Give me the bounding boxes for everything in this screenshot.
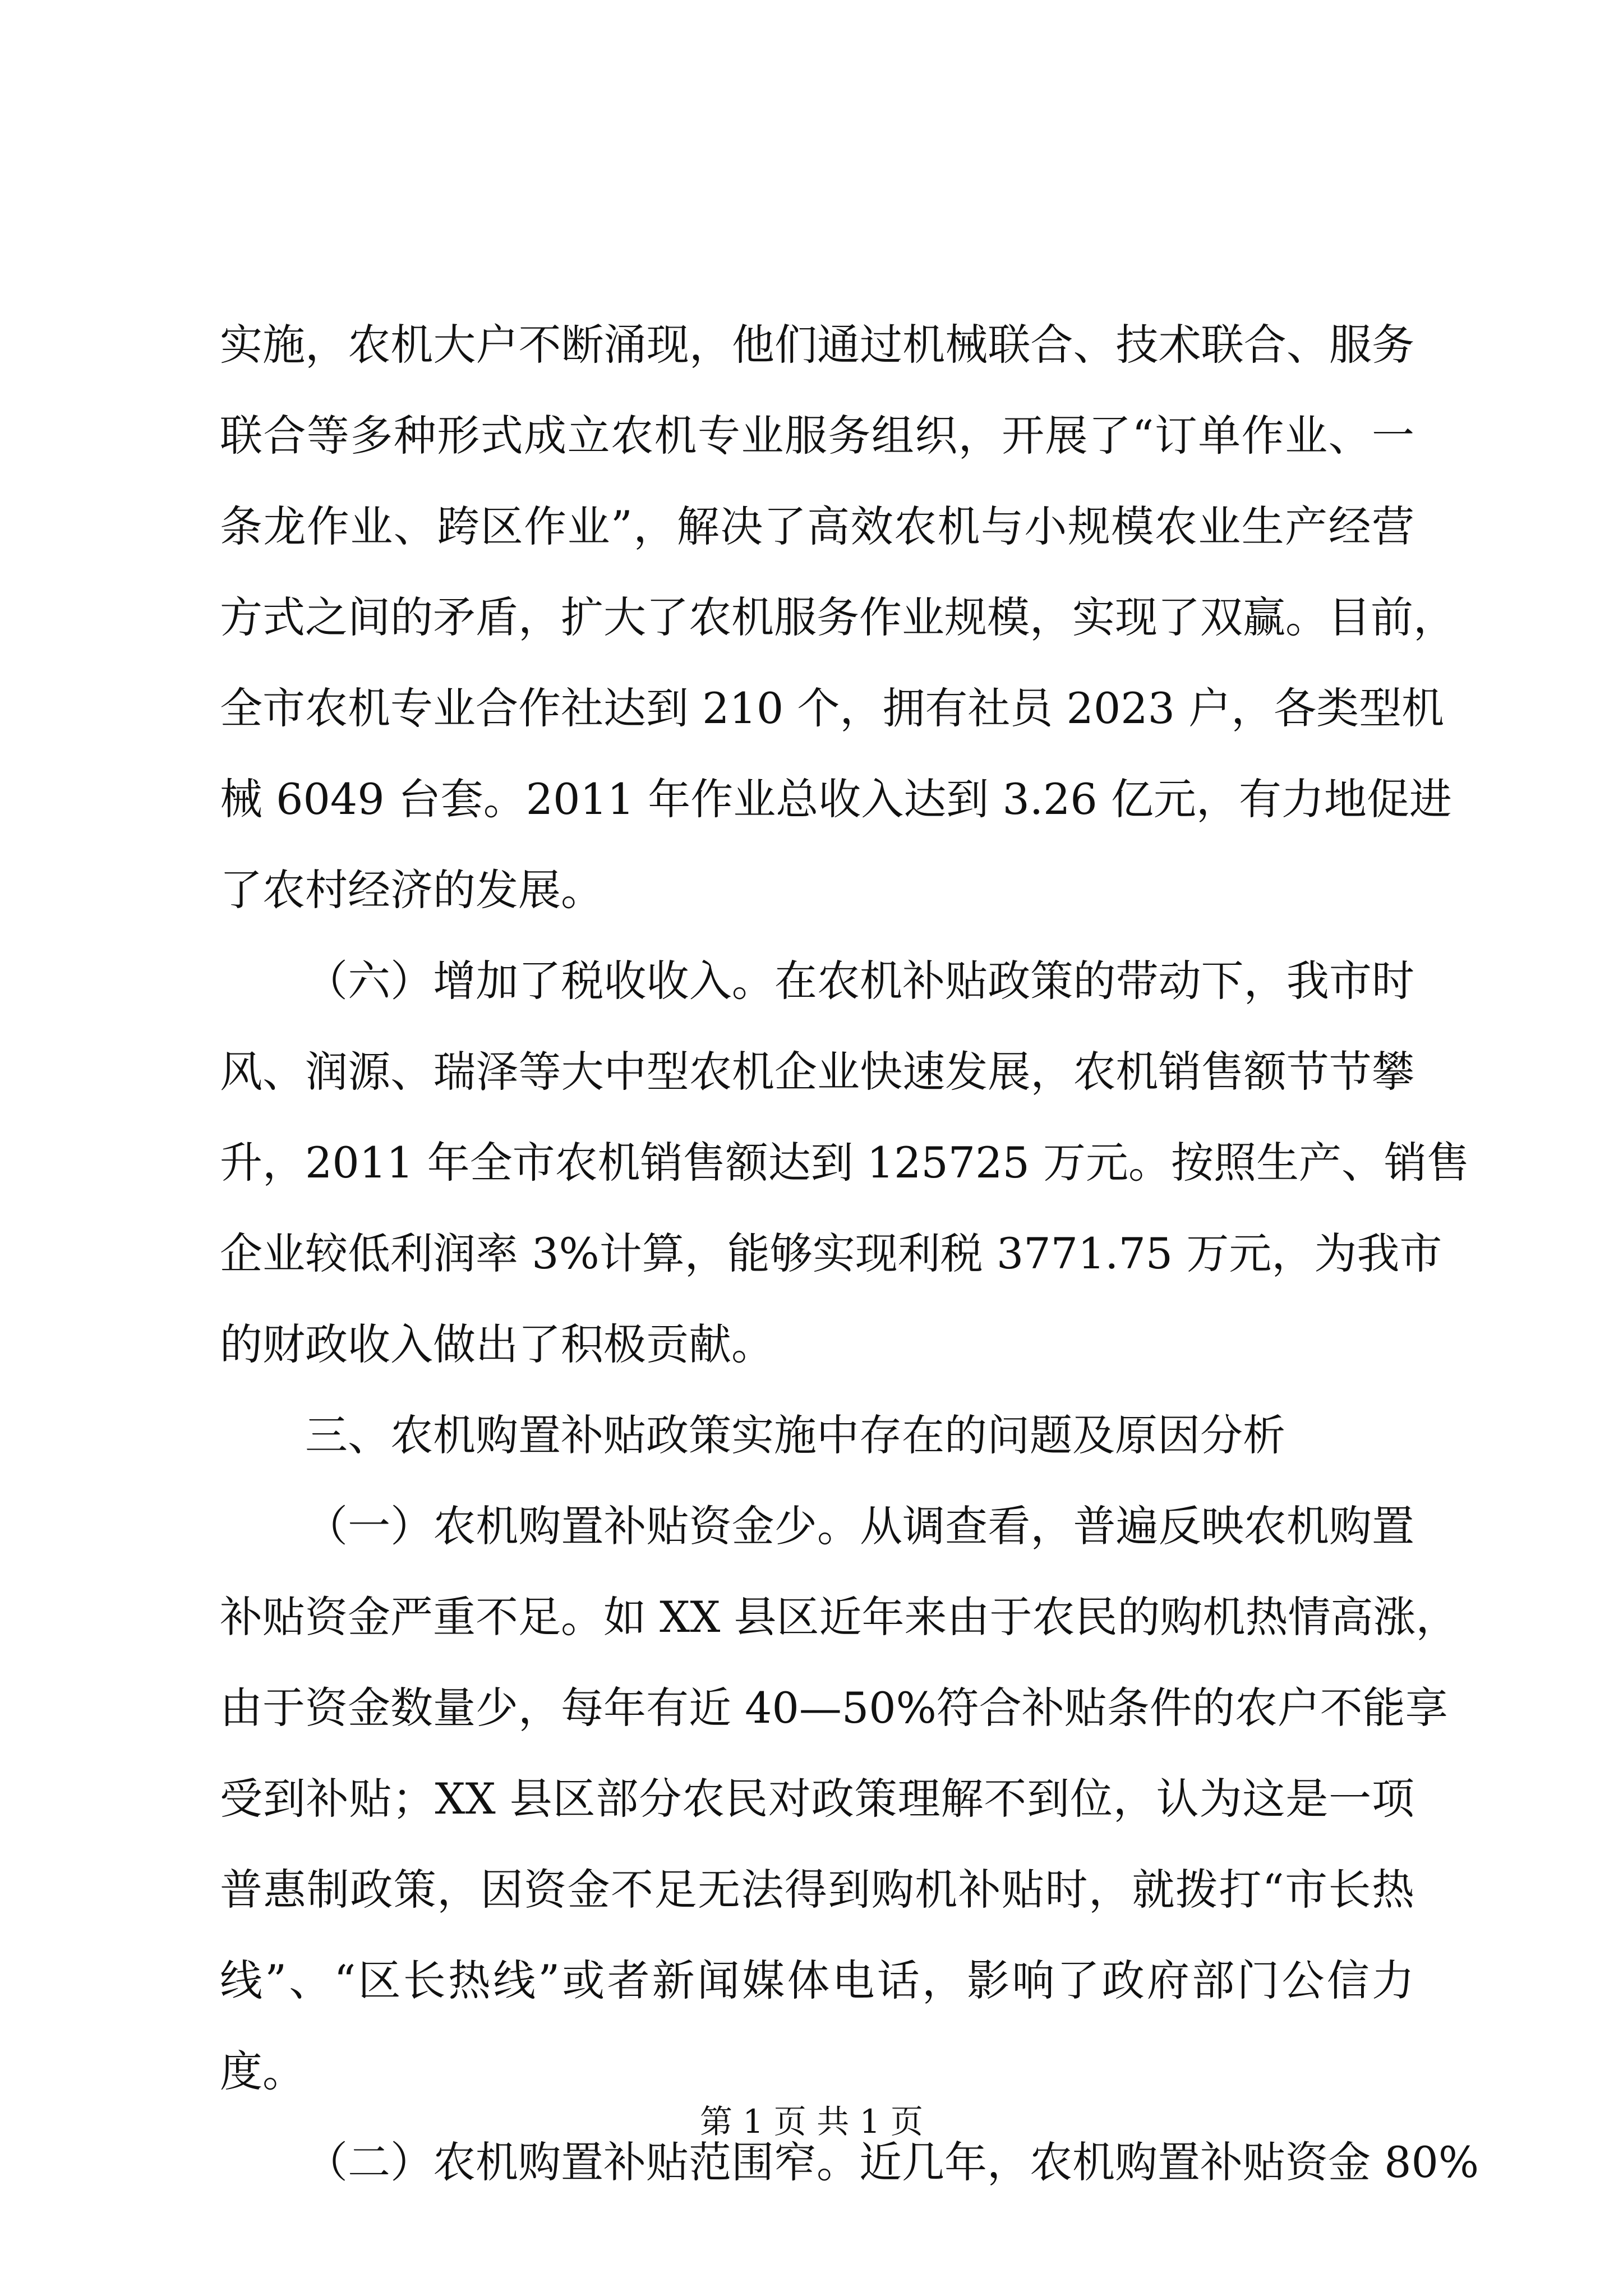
text-line: 普惠制政策，因资金不足无法得到购机补贴时，就拨打“市长热 — [220, 1865, 1414, 1915]
text-line: 三、农机购置补贴政策实施中存在的问题及原因分析 — [305, 1410, 1285, 1460]
text-line: （一）农机购置补贴资金少。从调查看，普遍反映农机购置 — [305, 1501, 1414, 1551]
text-line: 方式之间的矛盾，扩大了农机服务作业规模，实现了双赢。目前， — [220, 592, 1456, 642]
text-line: 线”、“区长热线”或者新闻媒体电话，影响了政府部门公信力 — [220, 1955, 1414, 2005]
text-line: 补贴资金严重不足。如 XX 县区近年来由于农民的购机热情高涨， — [220, 1592, 1459, 1642]
text-line: 条龙作业、跨区作业”，解决了高效农机与小规模农业生产经营 — [220, 501, 1414, 551]
text-line: 械 6049 台套。2011 年作业总收入达到 3.26 亿元，有力地促进 — [220, 774, 1452, 824]
text-line: 联合等多种形式成立农机专业服务组织，开展了“订单作业、一 — [220, 411, 1414, 461]
text-line: 升，2011 年全市农机销售额达到 125725 万元。按照生产、销售 — [220, 1138, 1470, 1188]
text-line: 度。 — [220, 2046, 305, 2096]
text-line: 受到补贴；XX 县区部分农民对政策理解不到位，认为这是一项 — [220, 1774, 1414, 1824]
text-line: 全市农机专业合作社达到 210 个，拥有社员 2023 户，各类型机 — [220, 683, 1445, 733]
text-line: 由于资金数量少，每年有近 40—50%符合补贴条件的农户不能享 — [220, 1683, 1448, 1733]
page-footer: 第 1 页 共 1 页 — [700, 2102, 923, 2141]
text-line: 企业较低利润率 3%计算，能够实现利税 3771.75 万元，为我市 — [220, 1228, 1442, 1278]
text-line: （二）农机购置补贴范围窄。近几年，农机购置补贴资金 80% — [305, 2137, 1479, 2187]
text-line: 的财政收入做出了积极贡献。 — [220, 1319, 774, 1369]
text-line: 实施，农机大户不断涌现，他们通过机械联合、技术联合、服务 — [220, 320, 1414, 370]
text-line: 风、润源、瑞泽等大中型农机企业快速发展，农机销售额节节攀 — [220, 1047, 1414, 1097]
document-body — [220, 300, 1479, 2208]
text-line: （六）增加了税收收入。在农机补贴政策的带动下，我市时 — [305, 956, 1414, 1006]
text-line: 了农村经济的发展。 — [220, 865, 603, 915]
